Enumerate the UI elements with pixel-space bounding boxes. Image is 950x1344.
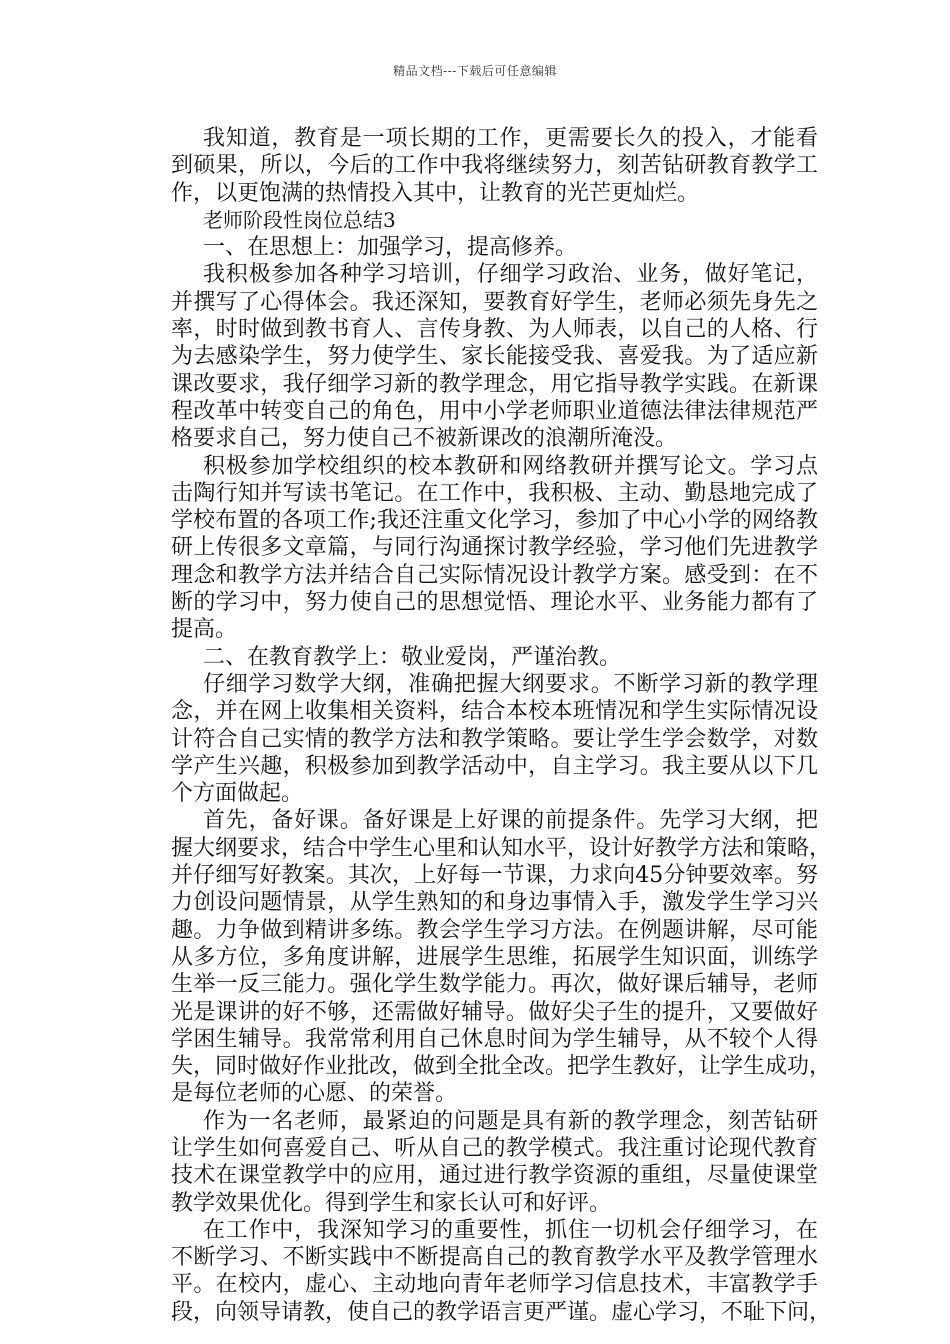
paragraph — [171, 644, 818, 671]
paragraph — [171, 1108, 818, 1217]
text-line: 念，并在网上收集相关资料，结合本校本班情况和学生实际情况设 — [171, 699, 818, 725]
text-line: 是每位老师的心愿、的荣誉。 — [171, 1081, 458, 1107]
page-header: 精品文档---下载后可任意编辑 — [393, 64, 557, 78]
text-line: 不断学习、不断实践中不断提高自己的教育教学水平及教学管理水 — [171, 1245, 818, 1271]
text-line: 握大纲要求，结合中学生心里和认知水平，设计好教学方法和策略， — [171, 835, 832, 861]
text-line: 并撰写了心得体会。我还深知，要教育好学生，老师必须先身先之 — [171, 289, 818, 315]
text-line: 技术在课堂教学中的应用，通过进行教学资源的重组，尽量使课堂 — [171, 1163, 818, 1189]
text-line: 段，向领导请教，使自己的教学语言更严谨。虚心学习，不耻下问， — [171, 1299, 832, 1325]
text-line: 失，同时做好作业批改，做到全批全改。把学生教好，让学生成功， — [171, 1054, 832, 1080]
text-line: 光是课讲的好不够，还需做好辅导。做好尖子生的提升，又要做好 — [171, 999, 818, 1025]
section-title — [171, 207, 818, 234]
paragraph — [171, 261, 818, 452]
text-line: 学校布置的各项工作;我还注重文化学习，参加了中心小学的网络教 — [171, 508, 818, 534]
text-line: 并仔细写好教案。其次，上好每一节课，力求向45分钟要效率。努 — [171, 863, 818, 889]
text-line: 我积极参加各种学习培训，仔细学习政治、业务，做好笔记， — [203, 262, 818, 288]
text-line: 仔细学习数学大纲，准确把握大纲要求。不断学习新的教学理 — [203, 671, 818, 697]
paragraph — [171, 125, 818, 207]
text-line: 一、在思想上：加强学习，提高修养。 — [203, 235, 578, 261]
text-line: 作为一名老师，最紧迫的问题是具有新的教学理念，刻苦钻研 — [203, 1108, 818, 1134]
text-line: 作，以更饱满的热情投入其中，让教育的光芒更灿烂。 — [171, 180, 700, 206]
text-line: 个方面做起。 — [171, 781, 304, 807]
text-line: 趣。力争做到精讲多练。教会学生学习方法。在例题讲解，尽可能 — [171, 917, 818, 943]
text-line: 计符合自己实情的教学方法和教学策略。要让学生学会数学，对数 — [171, 726, 818, 752]
text-line: 教学效果优化。得到学生和家长认可和好评。 — [171, 1190, 612, 1216]
text-line: 研上传很多文章篇，与同行沟通探讨教学经验，学习他们先进教学 — [171, 535, 818, 561]
text-line: 学困生辅导。我常常利用自己休息时间为学生辅导，从不较个人得 — [171, 1026, 818, 1052]
text-line: 程改革中转变自己的角色，用中小学老师职业道德法律法律规范严 — [171, 398, 818, 424]
paragraph — [171, 234, 818, 261]
text-line: 首先，备好课。备好课是上好课的前提条件。先学习大纲，把 — [203, 808, 818, 834]
document-body — [171, 125, 832, 1326]
text-line: 学产生兴趣，积极参加到教学活动中，自主学习。我主要从以下几 — [171, 753, 818, 779]
text-line: 课改要求，我仔细学习新的教学理念，用它指导教学实践。在新课 — [171, 371, 818, 397]
paragraph — [171, 671, 818, 807]
text-line: 从多方位，多角度讲解，进展学生思维，拓展学生知识面，训练学 — [171, 944, 818, 970]
text-line: 理念和教学方法并结合自己实际情况设计教学方案。感受到：在不 — [171, 562, 818, 588]
text-line: 我知道，教育是一项长期的工作，更需要长久的投入，才能看 — [203, 126, 818, 151]
text-line: 平。在校内，虚心、主动地向青年老师学习信息技术，丰富教学手 — [171, 1272, 818, 1298]
text-line: 断的学习中，努力使自己的思想觉悟、理论水平、业务能力都有了 — [171, 590, 818, 616]
text-line: 力创设问题情景，从学生熟知的和身边事情入手，激发学生学习兴 — [171, 890, 818, 916]
text-line: 在工作中，我深知学习的重要性，抓住一切机会仔细学习，在 — [203, 1217, 818, 1243]
text-line: 为去感染学生，努力使学生、家长能接受我、喜爱我。为了适应新 — [171, 344, 818, 370]
text-line: 生举一反三能力。强化学生数学能力。再次，做好课后辅导，老师 — [171, 972, 818, 998]
text-line: 积极参加学校组织的校本教研和网络教研并撰写论文。学习点 — [203, 453, 818, 479]
paragraph — [171, 807, 832, 1107]
text-line: 老师阶段性岗位总结3 — [203, 207, 396, 232]
paragraph — [171, 453, 818, 644]
text-line: 提高。 — [171, 617, 238, 643]
text-line: 让学生如何喜爱自己、听从自己的教学模式。我注重讨论现代教育 — [171, 1135, 818, 1161]
text-line: 击陶行知并写读书笔记。在工作中，我积极、主动、勤恳地完成了 — [171, 480, 818, 506]
paragraph — [171, 1217, 832, 1326]
text-line: 二、在教育教学上：敬业爱岗，严谨治教。 — [203, 644, 622, 670]
text-line: 格要求自己，努力使自己不被新课改的浪潮所淹没。 — [171, 426, 678, 452]
text-line: 率，时时做到教书育人、言传身教、为人师表，以自己的人格、行 — [171, 317, 818, 343]
text-line: 到硕果，所以，今后的工作中我将继续努力，刻苦钻研教育教学工 — [171, 153, 818, 179]
